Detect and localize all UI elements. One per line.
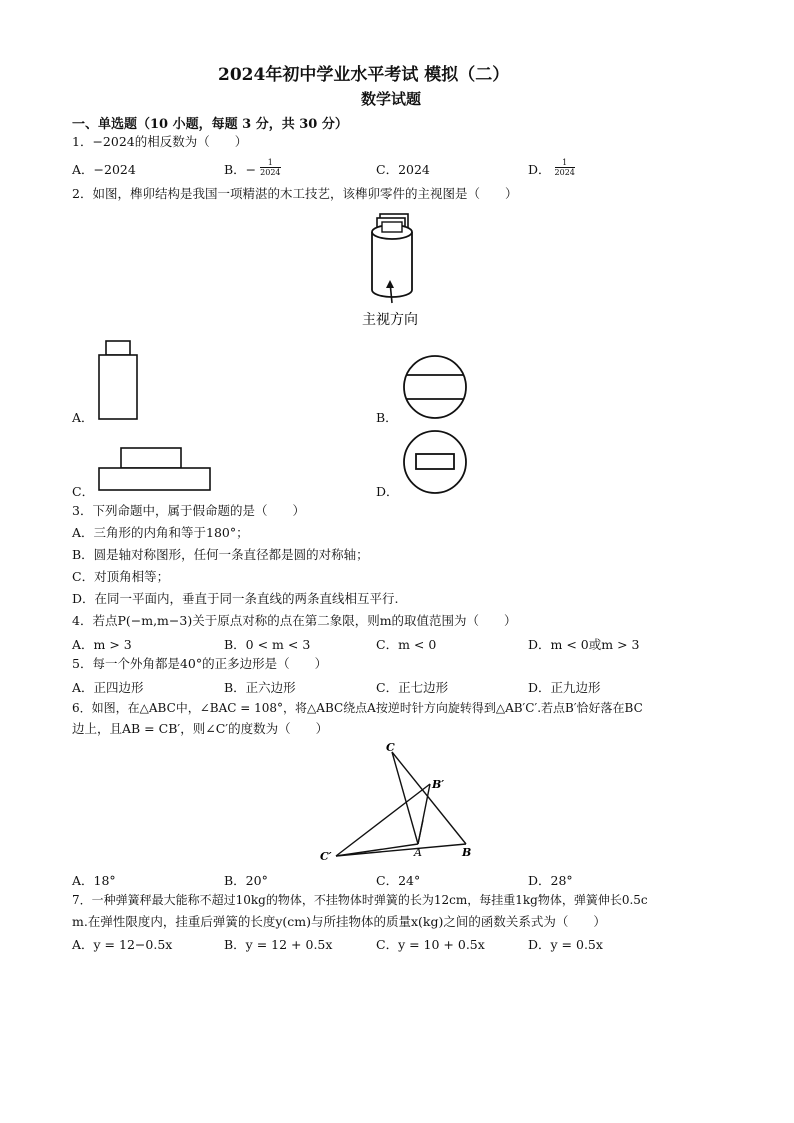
question-5-option-c: C．正七边形 — [376, 680, 449, 695]
question-2-stem: 2．如图，榫卯结构是我国一项精湛的木工技艺，该榫卯零件的主视图是（ ） — [72, 186, 518, 201]
fraction — [260, 158, 280, 177]
question-6-option-d: D．28° — [528, 873, 573, 888]
question-3-option-a: A．三角形的内角和等于180°； — [72, 525, 249, 540]
section-heading: 一、单选题（10 小题，每题 3 分，共 30 分） — [72, 117, 348, 132]
question-1-option-b — [224, 160, 281, 180]
question-7-option-c: C．y = 10 + 0.5x — [376, 937, 485, 952]
option-d-prefix: D． — [528, 162, 551, 177]
question-5-option-a: A．正四边形 — [72, 680, 144, 695]
question-7-stem-line1: 7．一种弹簧秤最大能称不超过10kg的物体，不挂物体时弹簧的长为12cm，每挂重1kg物体，弹簧伸长0.5c — [72, 893, 648, 907]
question-7-option-a: A．y = 12−0.5x — [72, 937, 173, 952]
question-6-option-b: B．20° — [224, 873, 268, 888]
question-2-option-b: B． — [376, 410, 398, 425]
option-d-drawing — [400, 427, 470, 497]
question-3-option-d: D．在同一平面内，垂直于同一条直线的两条直线相互平行. — [72, 591, 399, 606]
question-3-stem: 3．下列命题中，属于假命题的是（ ） — [72, 503, 305, 518]
question-5-option-b: B．正六边形 — [224, 680, 296, 695]
question-1-option-d — [528, 160, 575, 180]
question-7-option-b: B．y = 12 + 0.5x — [224, 937, 333, 952]
triangle-rotation-figure — [316, 740, 486, 866]
question-6-stem-line2: 边上，且AB = CB′，则∠C′的度数为（ ） — [72, 721, 329, 736]
option-b-drawing — [400, 352, 470, 422]
question-6-stem-line1: 6．如图，在△ABC中，∠BAC = 108°，将△ABC绕点A按逆时针方向旋转得到△AB′C′.若点B′恰好落在BC — [72, 701, 643, 715]
question-7-stem-line2: m.在弹性限度内，挂重后弹簧的长度y(cm)与所挂物体的质量x(kg)之间的函数关系式为（ ） — [72, 914, 606, 929]
option-a-drawing — [96, 338, 140, 422]
question-3-option-c: C．对顶角相等； — [72, 569, 170, 584]
fraction-numerator: 1 — [260, 158, 280, 168]
page-title: 2024年初中学业水平考试 模拟（二） — [218, 65, 510, 85]
mortise-tenon-figure — [350, 208, 460, 333]
option-c-drawing — [96, 444, 214, 494]
question-4-option-b: B．0 < m < 3 — [224, 637, 311, 652]
question-6-option-c: C．24° — [376, 873, 421, 888]
fraction-numerator: 1 — [555, 158, 575, 168]
question-5-stem: 5．每一个外角都是40°的正多边形是（ ） — [72, 656, 328, 671]
question-6-option-a: A．18° — [72, 873, 116, 888]
question-5-option-d: D．正九边形 — [528, 680, 601, 695]
question-1-option-a: A．−2024 — [72, 162, 136, 177]
question-2-option-a: A． — [72, 410, 94, 425]
question-7-option-d: D．y = 0.5x — [528, 937, 603, 952]
fraction-denominator: 2024 — [260, 168, 281, 177]
question-3-option-b: B．圆是轴对称图形，任何一条直径都是圆的对称轴； — [72, 547, 369, 562]
fraction — [555, 158, 575, 177]
question-4-option-c: C．m < 0 — [376, 637, 437, 652]
vertex-label-a: A — [414, 846, 422, 859]
question-4-option-a: A．m > 3 — [72, 637, 132, 652]
question-2-option-c: C． — [72, 484, 95, 499]
question-4-stem: 4．若点P(−m,m−3)关于原点对称的点在第二象限，则m的取值范围为（ ） — [72, 613, 517, 628]
question-4-option-d: D．m < 0或m > 3 — [528, 637, 640, 652]
page-subtitle: 数学试题 — [361, 90, 422, 108]
question-1-stem: 1．−2024的相反数为（ ） — [72, 134, 248, 149]
vertex-label-c: C — [386, 741, 395, 754]
option-b-prefix: B．− — [224, 162, 257, 177]
vertex-label-b-prime: B′ — [432, 778, 445, 791]
vertex-label-b: B — [462, 846, 472, 859]
question-2-option-d: D． — [376, 484, 399, 499]
vertex-label-c-prime: C′ — [320, 850, 332, 863]
fraction-denominator: 2024 — [554, 168, 575, 177]
question-1-option-c: C．2024 — [376, 162, 430, 177]
view-direction-label: 主视方向 — [362, 312, 418, 328]
